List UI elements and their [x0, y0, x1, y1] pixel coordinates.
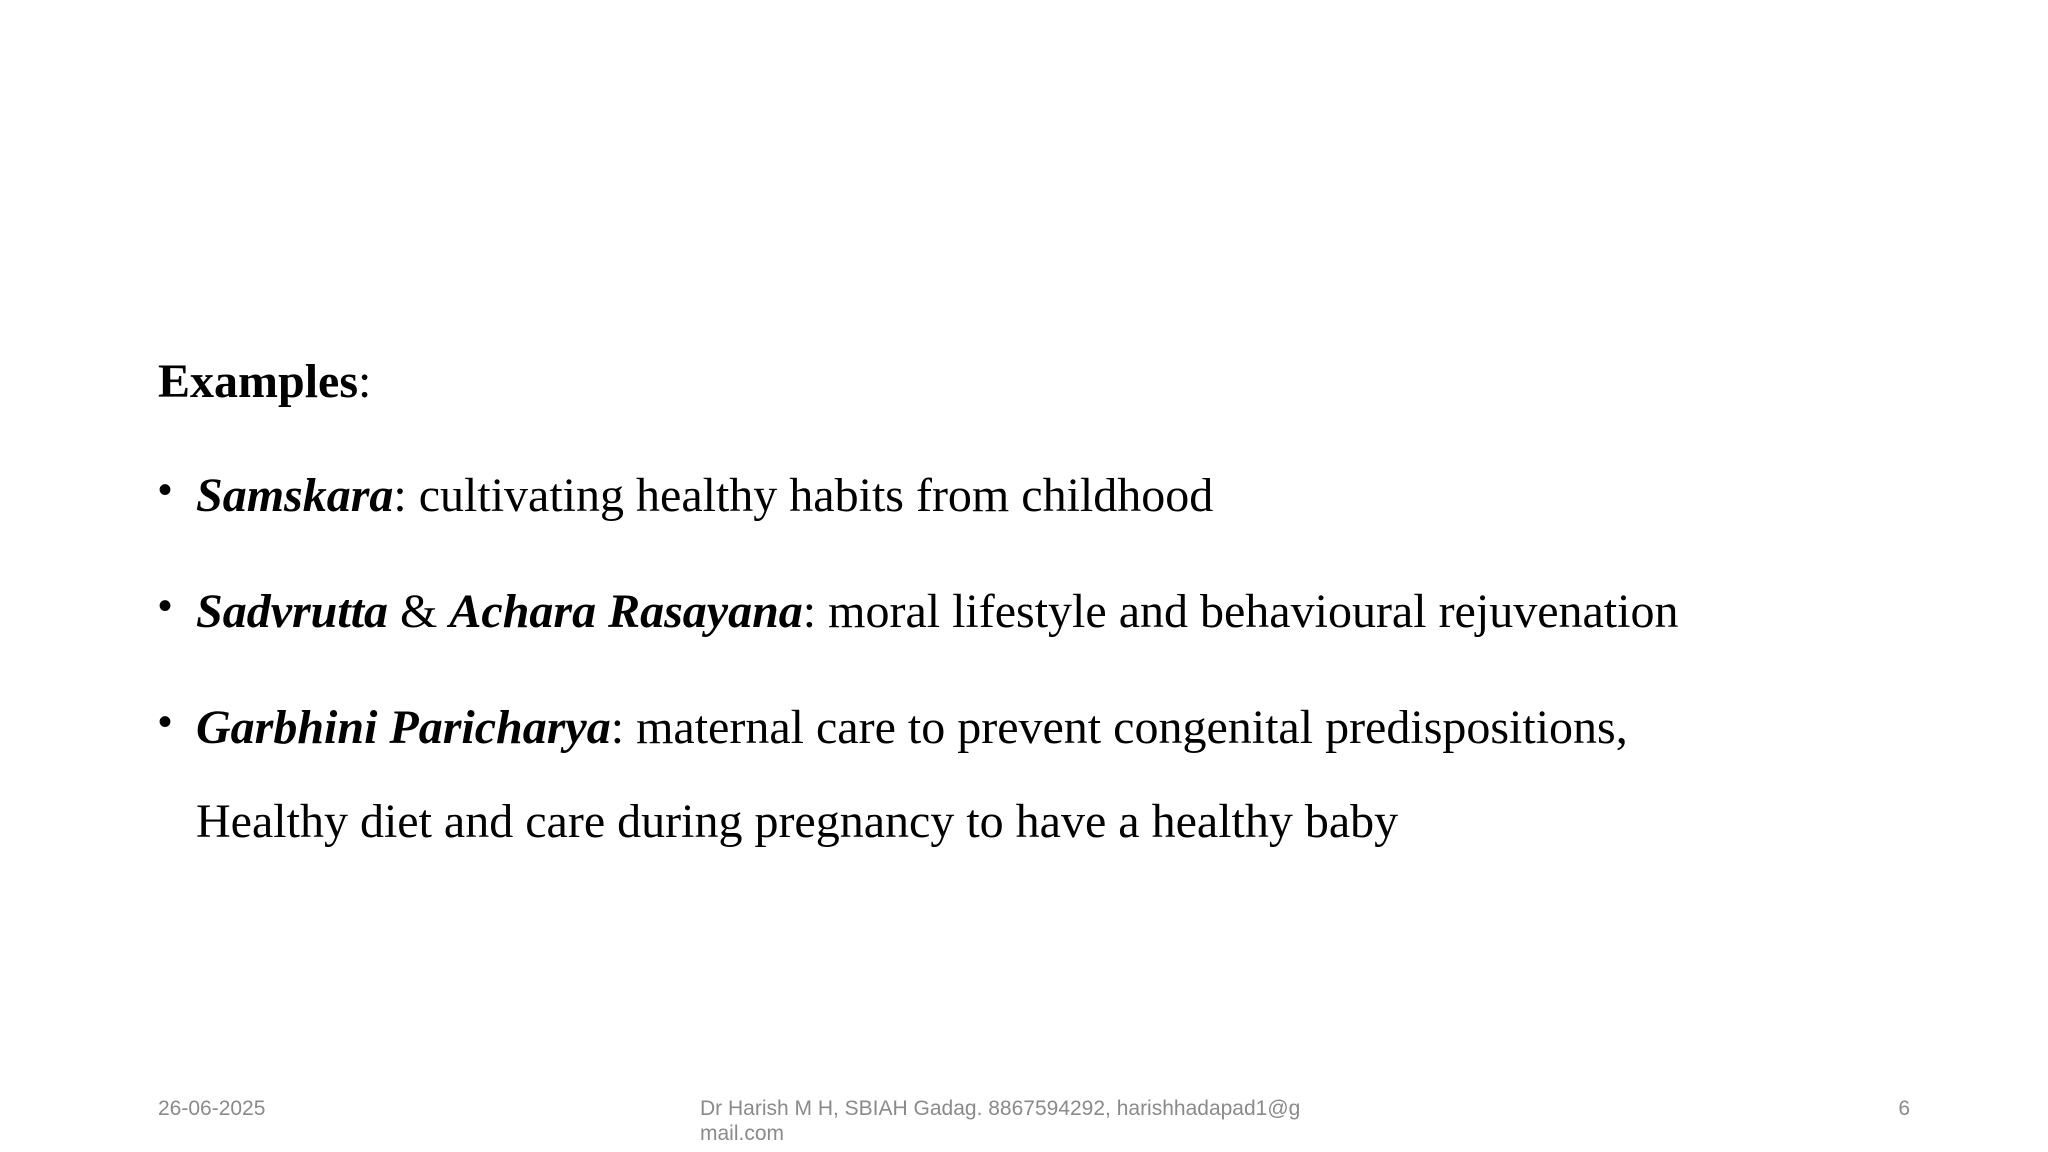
bullet-icon: • [158, 468, 173, 512]
heading-bold: Examples [158, 355, 359, 408]
footer-author [700, 1096, 1380, 1146]
footer-author-line2: mail.com [700, 1122, 785, 1145]
bullet-icon: • [158, 584, 173, 628]
bullet-continuation: Healthy diet and care during pregnancy to have a healthy baby [196, 795, 1399, 848]
footer-author-line1: Dr Harish M H, SBIAH Gadag. 8867594292, harishhadapad1@g [700, 1097, 1301, 1120]
slide-heading [158, 350, 371, 414]
bullet-text: : maternal care to prevent congenital predispositions, [610, 701, 1628, 754]
bullet-icon: • [158, 700, 173, 744]
bullet-term: Achara Rasayana [449, 585, 803, 638]
bullet-item-garbhini [158, 696, 1628, 760]
bullet-item-samskara [158, 464, 1213, 528]
bullet-term: Samskara [196, 469, 394, 522]
bullet-term: Garbhini Paricharya [196, 701, 611, 754]
bullet-text: & [388, 585, 450, 638]
bullet-item-sadvrutta [158, 580, 1678, 644]
bullet-text: : cultivating healthy habits from childhood [393, 469, 1214, 522]
heading-colon: : [358, 355, 372, 408]
bullet-term: Sadvrutta [196, 585, 389, 638]
footer-date: 26-06-2025 [158, 1097, 266, 1120]
bullet-text: : moral lifestyle and behavioural rejuvenation [802, 585, 1679, 638]
footer-page-number: 6 [1898, 1097, 1910, 1120]
